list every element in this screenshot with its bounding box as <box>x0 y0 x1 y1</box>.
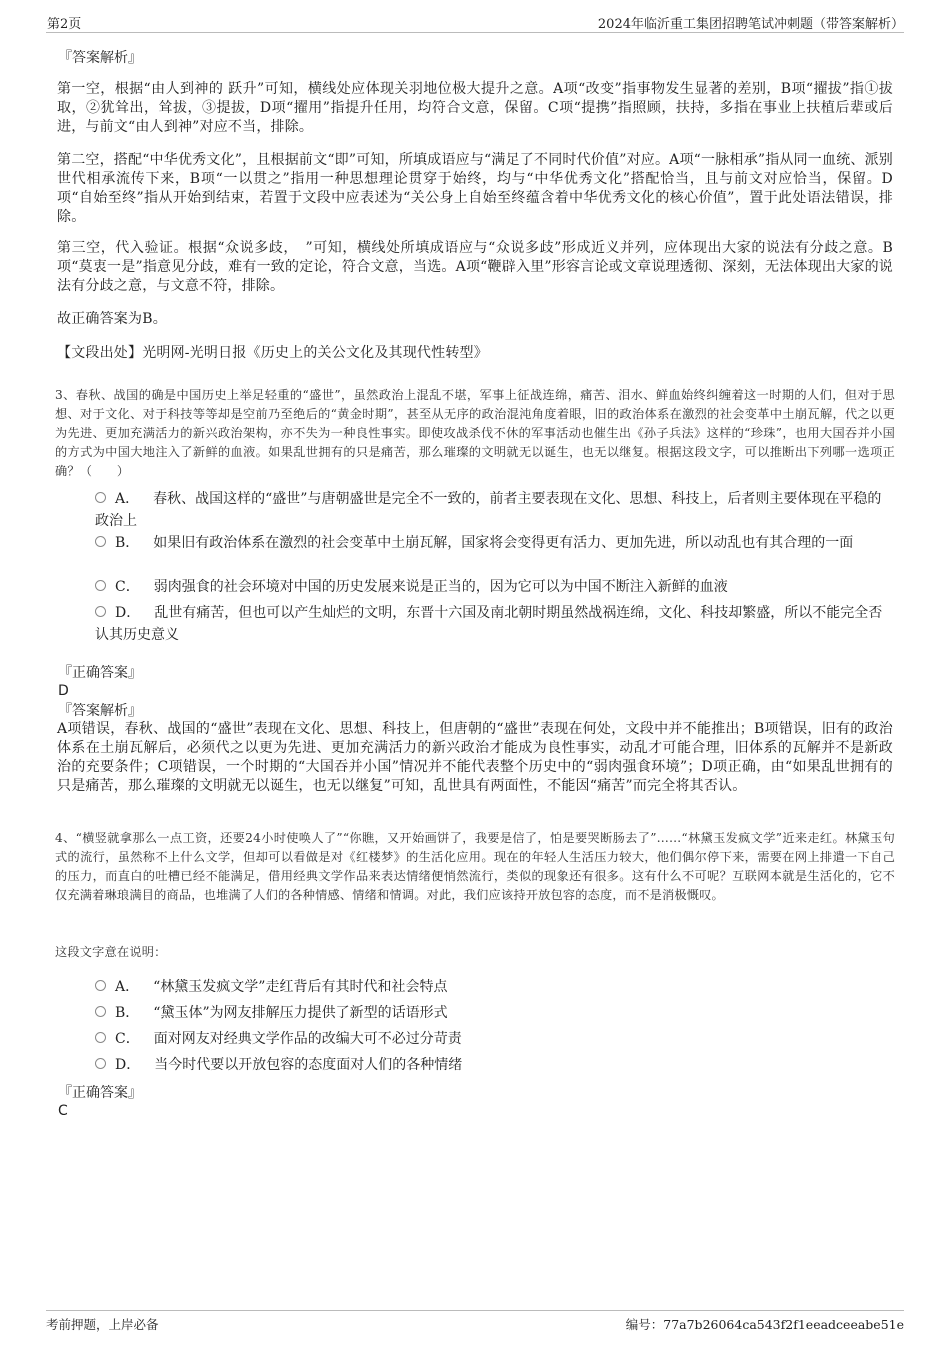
radio-icon[interactable] <box>95 1058 106 1069</box>
option-key: A． <box>115 491 140 507</box>
radio-icon[interactable] <box>95 492 106 503</box>
q3-option-a[interactable] <box>95 488 895 532</box>
q2-analysis-paragraph-2: 第二空，搭配“中华优秀文化”，且根据前文“即”可知，所填成语应与“满足了不同时代价值”对应。A项“一脉相承”指从同一血统、派别世代相承流传下来，B项“一以贯之”指用一种思想理论贯穿于始终，均与“中华优秀文化”搭配恰当，且与前文对应恰当，保留。D项“自始至终”指从开始到结束，若置于文段中应表述为“关公身上自始至终蕴含着中华优秀文化的核心价值”，置于此处语法错误，排除。 <box>57 152 893 225</box>
page-number: 第2页 <box>47 17 82 32</box>
q4-option-a[interactable] <box>95 976 895 998</box>
q4-option-b[interactable] <box>95 1002 895 1024</box>
option-text: 当今时代要以开放包容的态度面对人们的各种情绪 <box>154 1057 463 1073</box>
option-text: “黛玉体”为网友排解压力提供了新型的话语形式 <box>153 1005 448 1021</box>
q4-stem: 4、“横竖就拿那么一点工资，还要24小时使唤人了”“你瞧，又开始画饼了，我要是信了，怕是要哭断肠去了”……“林黛玉发疯文学”近来走红。林黛玉句式的流行，虽然称不上什么文学，但却可以看做是对《红楼梦》的生活化应用。现在的年轻人生活压力较大，他们偶尔停下来，需要在网上排遣一下自己的压力，而直白的吐槽已经不能满足，借用经典文学作品来表达情绪便悄然流行，类似的现象还有很多。这有什么不可呢？互联网本就是生活化的，它不仅充满着琳琅满目的商品，也堆满了人们的各种情感、情绪和情调。对此，我们应该持开放包容的态度，而不是消极慨叹。 <box>55 831 895 902</box>
q4-option-d[interactable] <box>95 1054 895 1076</box>
q2-analysis-label: 『答案解析』 <box>58 50 142 66</box>
option-text: 面对网友对经典文学作品的改编大可不必过分苛责 <box>153 1031 462 1047</box>
q3-option-b[interactable] <box>95 532 895 554</box>
q3-option-c[interactable] <box>95 576 895 598</box>
q4-answer: C <box>58 1103 68 1119</box>
option-key: C． <box>115 1031 140 1047</box>
q4-option-c[interactable] <box>95 1028 895 1050</box>
footer-slogan: 考前押题，上岸必备 <box>46 1317 159 1332</box>
option-text: 如果旧有政治体系在激烈的社会变革中土崩瓦解，国家将会变得更有活力、更加先进，所以动乱也有其合理的一面 <box>153 535 854 551</box>
document-id: 编号：77a7b26064ca543f2f1eeadceeabe51e <box>625 1317 904 1332</box>
q4-prompt: 这段文字意在说明： <box>55 945 167 959</box>
option-key: A． <box>115 979 140 995</box>
q4-answer-label: 『正确答案』 <box>58 1085 142 1101</box>
q3-option-d[interactable] <box>95 602 895 646</box>
radio-icon[interactable] <box>95 580 106 591</box>
q3-answer-label: 『正确答案』 <box>58 665 142 681</box>
q2-analysis-paragraph-1: 第一空，根据“由人到神的 跃升”可知，横线处应体现关羽地位极大提升之意。A项“改变”指事物发生显著的差别，B项“擢拔”指①拔取，②犹耸出，耸拔，③提拔，D项“擢用”指提升任用，均符合文意，保留。C项“提携”指照顾，扶持，多指在事业上扶植后辈或后进，与前文“由人到神”对应不当，排除。 <box>57 81 893 135</box>
option-key: D． <box>115 605 141 621</box>
option-text: 春秋、战国这样的“盛世”与唐朝盛世是完全不一致的，前者主要表现在文化、思想、科技上，后者则主要体现在平稳的政治上 <box>95 491 882 529</box>
radio-icon[interactable] <box>95 606 106 617</box>
radio-icon[interactable] <box>95 1006 106 1017</box>
page-header <box>0 0 950 33</box>
q3-stem: 3、春秋、战国的确是中国历史上举足轻重的“盛世”，虽然政治上混乱不堪，军事上征战连绵，痛苦、泪水、鲜血始终纠缠着这一时期的人们，但对于思想、对于文化、对于科技等等却是空前乃至绝后的“黄金时期”，甚至从无序的政治混沌角度着眼，旧的政治体系在激烈的社会变革中土崩瓦解，代之以更为先进、更加充满活力的新兴政治架构，亦不失为一种良性事实。即使攻战杀伐不休的军事活动也催生出《孙子兵法》这样的“珍珠”，也用大国吞并小国的方式为中国大地注入了新鲜的血液。如果乱世拥有的只是痛苦，那么璀璨的文明就无以诞生，也无以继复。根据这段文字，可以推断出下列哪一选项正确？（ ） <box>55 388 895 478</box>
option-text: 乱世有痛苦，但也可以产生灿烂的文明，东晋十六国及南北朝时期虽然战祸连绵，文化、科技却繁盛，所以不能完全否认其历史意义 <box>95 605 883 643</box>
radio-icon[interactable] <box>95 1032 106 1043</box>
q2-source: 【文段出处】光明网-光明日报《历史上的关公文化及其现代性转型》 <box>57 345 488 361</box>
q3-answer: D <box>58 683 69 699</box>
q3-analysis-label: 『答案解析』 <box>58 703 142 719</box>
q2-analysis-paragraph-3: 第三空，代入验证。根据“众说多歧， ”可知，横线处所填成语应与“众说多歧”形成近义并列，应体现出大家的说法有分歧之意。B项“莫衷一是”指意见分歧，难有一致的定论，符合文意，当选。A项“鞭辟入里”形容言论或文章说理透彻、深刻，无法体现出大家的说法有分歧之意，与文意不符，排除。 <box>57 240 893 294</box>
option-key: B． <box>115 535 140 551</box>
footer-divider <box>46 1310 904 1311</box>
radio-icon[interactable] <box>95 980 106 991</box>
q2-conclusion: 故正确答案为B。 <box>57 311 167 327</box>
document-title: 2024年临沂重工集团招聘笔试冲刺题（带答案解析） <box>597 17 904 32</box>
option-key: C． <box>115 579 140 595</box>
q3-analysis: A项错误，春秋、战国的“盛世”表现在文化、思想、科技上，但唐朝的“盛世”表现在何处，文段中并不能推出；B项错误，旧有的政治体系在土崩瓦解后，必须代之以更为先进、更加充满活力的新兴政治才能成为良性事实，动乱才可能合理，旧体系的瓦解并不是新政治的充要条件；C项错误，一个时期的“大国吞并小国”情况并不能代表整个历史中的“弱肉强食环境”；D项正确，由“如果乱世拥有的只是痛苦，那么璀璨的文明就无以诞生，也无以继复”可知，乱世具有两面性，不能因“痛苦”而完全将其否认。 <box>57 721 893 794</box>
option-key: D． <box>115 1057 141 1073</box>
radio-icon[interactable] <box>95 536 106 547</box>
header-divider <box>46 32 904 33</box>
option-key: B． <box>115 1005 140 1021</box>
option-text: “林黛玉发疯文学”走红背后有其时代和社会特点 <box>153 979 448 995</box>
option-text: 弱肉强食的社会环境对中国的历史发展来说是正当的，因为它可以为中国不断注入新鲜的血液 <box>153 579 728 595</box>
